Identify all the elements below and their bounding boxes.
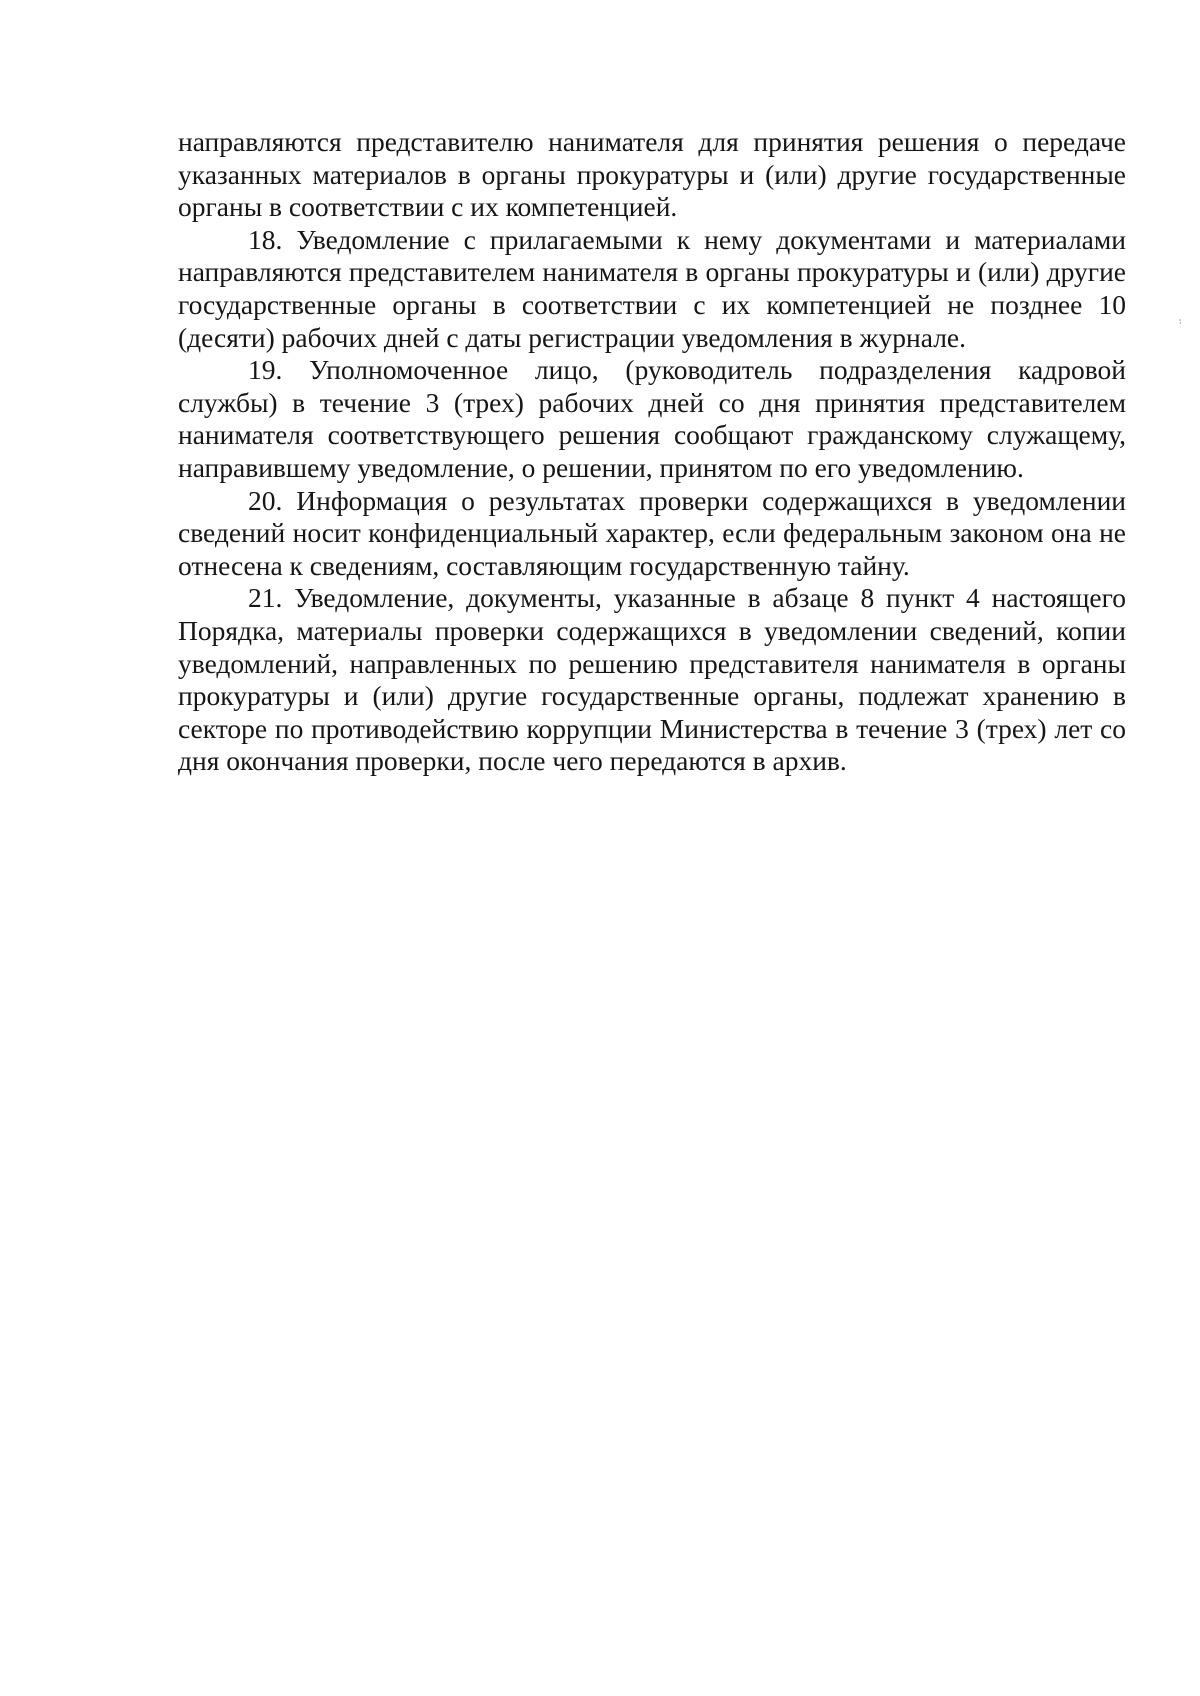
paragraph-20: 20. Информация о результатах проверки содержащихся в уведомлении сведений носит конфиденциальный характер, если федеральным законом она не отнесена к сведениям, составляющим государственную тайну.	[178, 484, 1126, 581]
paragraph-18: 18. Уведомление с прилагаемыми к нему документами и материалами направляются представителем нанимателя в органы прокуратуры и (или) другие государственные органы в соответствии с их компетенцией не позднее 10 (десяти) рабочих дней с даты регистрации уведомления в журнале.	[178, 223, 1126, 353]
paragraph-17-continuation: направляются представителю нанимателя для принятия решения о передаче указанных материалов в органы прокуратуры и (или) другие государственные органы в соответствии с их компетенцией.	[178, 126, 1126, 223]
paragraph-19: 19. Уполномоченное лицо, (руководитель подразделения кадровой службы) в течение 3 (трех) рабочих дней со дня принятия представителем нанимателя соответствующего решения сообщают гражданскому служащему, направившему уведомление, о решении, принятом по его уведомлению.	[178, 354, 1126, 483]
scan-speck	[1178, 318, 1182, 326]
paragraph-21: 21. Уведомление, документы, указанные в абзаце 8 пункт 4 настоящего Порядка, материалы проверки содержащихся в уведомлении сведений, копии уведомлений, направленных по решению представителя нанимателя в органы прокуратуры и (или) другие государственные органы, подлежат хранению в секторе по противодействию коррупции Министерства в течение 3 (трех) лет со дня окончания проверки, после чего передаются в архив.	[178, 582, 1126, 777]
speck-shape	[1178, 318, 1182, 326]
document-body	[178, 126, 1126, 778]
